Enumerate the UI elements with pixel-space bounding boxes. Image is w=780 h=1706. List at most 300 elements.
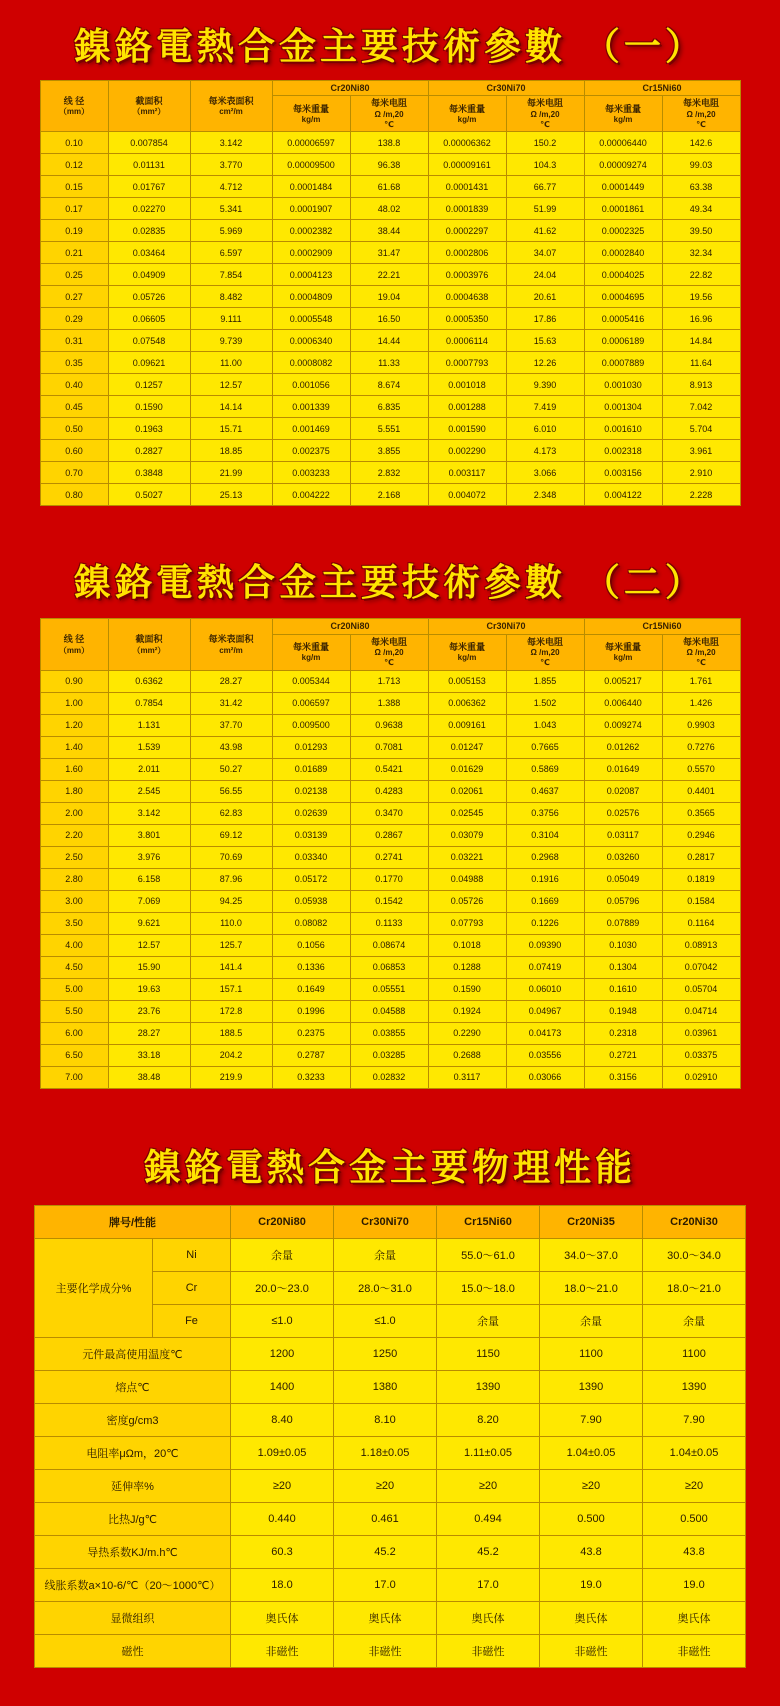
table-cell: 0.7665	[506, 736, 584, 758]
table-cell: 0.001590	[428, 418, 506, 440]
table-row	[40, 242, 740, 264]
table-row	[40, 890, 740, 912]
physical-cell: 7.90	[540, 1403, 643, 1436]
table-cell: 0.0001907	[272, 198, 350, 220]
physical-row-label: 延伸率%	[35, 1469, 231, 1502]
table-cell: 0.1056	[272, 934, 350, 956]
physical-cell: 15.0～18.0	[437, 1271, 540, 1304]
table-cell: 0.15	[40, 176, 108, 198]
table-cell: 0.06605	[108, 308, 190, 330]
table-cell: 2.00	[40, 802, 108, 824]
physical-header-cell: Cr15Ni60	[437, 1205, 540, 1238]
physical-header-cell: Cr20Ni35	[540, 1205, 643, 1238]
physical-element-label: Cr	[153, 1271, 231, 1304]
table-row	[40, 824, 740, 846]
table-cell: 0.2946	[662, 824, 740, 846]
header-resist-line1-c2: 每米电阻	[682, 636, 719, 647]
header-group-cr20ni80: Cr20Ni80	[272, 81, 428, 96]
table-cell: 0.001018	[428, 374, 506, 396]
page-title-2: 鎳鉻電熱合金主要技術參數 （二）	[74, 560, 706, 605]
physical-cell: 余量	[231, 1238, 334, 1271]
table-cell: 0.2787	[272, 1044, 350, 1066]
physical-cell: 45.2	[437, 1535, 540, 1568]
physical-cell: 8.20	[437, 1403, 540, 1436]
table-cell: 0.5421	[350, 758, 428, 780]
table-cell: 204.2	[190, 1044, 272, 1066]
header-weight-1	[272, 96, 350, 132]
table-cell: 0.2688	[428, 1044, 506, 1066]
table-cell: 0.50	[40, 418, 108, 440]
table-cell: 0.07793	[428, 912, 506, 934]
physical-cell: 17.0	[334, 1568, 437, 1601]
physical-cell: 1390	[643, 1370, 746, 1403]
table-cell: 1.80	[40, 780, 108, 802]
table-cell: 0.002375	[272, 440, 350, 462]
table-row	[40, 220, 740, 242]
physical-cell: 0.500	[540, 1502, 643, 1535]
table-cell: 0.02639	[272, 802, 350, 824]
header-surface	[190, 81, 272, 132]
table-cell: 1.388	[350, 692, 428, 714]
table-cell: 0.3156	[584, 1066, 662, 1088]
header-resist-line2-a2: Ω /m,20	[374, 648, 404, 658]
table-cell: 0.009274	[584, 714, 662, 736]
table-cell: 0.1336	[272, 956, 350, 978]
table-cell: 0.17	[40, 198, 108, 220]
physical-cell: ≤1.0	[334, 1304, 437, 1337]
physical-cell: ≥20	[437, 1469, 540, 1502]
header-resist-2	[506, 96, 584, 132]
table-cell: 94.25	[190, 890, 272, 912]
table-cell: 0.0004809	[272, 286, 350, 308]
table-row	[40, 440, 740, 462]
table-cell: 99.03	[662, 154, 740, 176]
table-cell: 6.158	[108, 868, 190, 890]
table-cell: 172.8	[190, 1000, 272, 1022]
table-cell: 19.56	[662, 286, 740, 308]
table-cell: 0.0005548	[272, 308, 350, 330]
table-cell: 1.761	[662, 670, 740, 692]
table-cell: 3.961	[662, 440, 740, 462]
header-area-line1: 截面积	[135, 95, 163, 106]
physical-cell: 1150	[437, 1337, 540, 1370]
table-cell: 4.712	[190, 176, 272, 198]
table-cell: 0.01247	[428, 736, 506, 758]
table-cell: 0.0004638	[428, 286, 506, 308]
table-cell: 0.1916	[506, 868, 584, 890]
physical-header-row	[35, 1205, 746, 1238]
table-cell: 0.03855	[350, 1022, 428, 1044]
physical-cell: 1250	[334, 1337, 437, 1370]
header-weight-line1-c2: 每米重量	[604, 641, 641, 652]
table-cell: 6.835	[350, 396, 428, 418]
physical-cell: 45.2	[334, 1535, 437, 1568]
header-resist-line2-b: Ω /m,20	[530, 109, 560, 119]
header-group-cr30ni70: Cr30Ni70	[428, 81, 584, 96]
table-cell: 15.90	[108, 956, 190, 978]
table-cell: 87.96	[190, 868, 272, 890]
table-cell: 25.13	[190, 484, 272, 506]
table-cell: 0.003117	[428, 462, 506, 484]
table-row	[40, 846, 740, 868]
table-cell: 0.1164	[662, 912, 740, 934]
table-cell: 0.2290	[428, 1022, 506, 1044]
table-cell: 0.1590	[108, 396, 190, 418]
header-resist-line2-b2: Ω /m,20	[530, 648, 560, 658]
table-cell: 0.03464	[108, 242, 190, 264]
header-weight-line1-a: 每米重量	[292, 103, 329, 114]
table-row	[40, 132, 740, 154]
table-cell: 0.08082	[272, 912, 350, 934]
physical-cell: 非磁性	[437, 1634, 540, 1667]
physical-cell: 1.04±0.05	[643, 1436, 746, 1469]
table-cell: 0.01131	[108, 154, 190, 176]
table-row	[40, 1000, 740, 1022]
header-weight-line2-b: kg/m	[457, 114, 477, 124]
physical-cell: 非磁性	[643, 1634, 746, 1667]
table-cell: 11.33	[350, 352, 428, 374]
table-cell: 0.2318	[584, 1022, 662, 1044]
physical-properties-table	[34, 1205, 746, 1668]
table-cell: 3.00	[40, 890, 108, 912]
physical-cell: 余量	[334, 1238, 437, 1271]
table-cell: 8.482	[190, 286, 272, 308]
table-cell: 0.04714	[662, 1000, 740, 1022]
table-cell: 0.2741	[350, 846, 428, 868]
table-cell: 0.0001861	[584, 198, 662, 220]
table-row	[40, 352, 740, 374]
table-cell: 0.1288	[428, 956, 506, 978]
header-weight-2	[428, 96, 506, 132]
table-cell: 14.14	[190, 396, 272, 418]
header-resist-line1-a: 每米电阻	[370, 98, 407, 109]
table-cell: 3.976	[108, 846, 190, 868]
physical-cell: ≥20	[231, 1469, 334, 1502]
table-cell: 6.50	[40, 1044, 108, 1066]
table-cell: 0.03066	[506, 1066, 584, 1088]
table-cell: 0.0002382	[272, 220, 350, 242]
table-row	[40, 1066, 740, 1088]
table-cell: 0.0008082	[272, 352, 350, 374]
physical-cell: 0.440	[231, 1502, 334, 1535]
table-row	[40, 418, 740, 440]
table-row	[40, 912, 740, 934]
table-cell: 3.142	[108, 802, 190, 824]
physical-cell: 20.0～23.0	[231, 1271, 334, 1304]
header-area-line2-2: （mm²）	[132, 645, 166, 655]
header-resist-line3-b2: ℃	[540, 658, 550, 668]
table-cell: 0.3565	[662, 802, 740, 824]
table-cell: 4.00	[40, 934, 108, 956]
physical-cell: 60.3	[231, 1535, 334, 1568]
physical-cell: 1.04±0.05	[540, 1436, 643, 1469]
table-cell: 0.0005416	[584, 308, 662, 330]
table-cell: 1.502	[506, 692, 584, 714]
table-cell: 28.27	[190, 670, 272, 692]
table-cell: 0.001056	[272, 374, 350, 396]
header-resist-line2-c: Ω /m,20	[686, 109, 716, 119]
table-row	[40, 308, 740, 330]
physical-cell: 奥氏体	[540, 1601, 643, 1634]
table-cell: 6.597	[190, 242, 272, 264]
table-cell: 0.0001484	[272, 176, 350, 198]
table-cell: 0.01649	[584, 758, 662, 780]
physical-row	[35, 1337, 746, 1370]
table-cell: 5.341	[190, 198, 272, 220]
physical-row-label: 元件最高使用温度℃	[35, 1337, 231, 1370]
table-cell: 1.20	[40, 714, 108, 736]
physical-cell: 1200	[231, 1337, 334, 1370]
table-cell: 7.069	[108, 890, 190, 912]
table-cell: 0.0006114	[428, 330, 506, 352]
table-cell: 0.001469	[272, 418, 350, 440]
header-resist-line3-a: ℃	[384, 120, 394, 130]
table-cell: 14.44	[350, 330, 428, 352]
table-row	[40, 462, 740, 484]
table-cell: 5.704	[662, 418, 740, 440]
header-surface-line1-2: 每米表面积	[208, 634, 254, 645]
table-cell: 2.168	[350, 484, 428, 506]
table-cell: 0.04173	[506, 1022, 584, 1044]
table-cell: 70.69	[190, 846, 272, 868]
table-cell: 22.82	[662, 264, 740, 286]
table-cell: 0.0007793	[428, 352, 506, 374]
table-cell: 0.001610	[584, 418, 662, 440]
physical-cell: 28.0～31.0	[334, 1271, 437, 1304]
table-header-2	[40, 619, 740, 670]
table-cell: 0.01262	[584, 736, 662, 758]
table-cell: 0.003233	[272, 462, 350, 484]
table-cell: 0.009500	[272, 714, 350, 736]
table-cell: 0.3233	[272, 1066, 350, 1088]
table-cell: 0.006440	[584, 692, 662, 714]
header-weight-line2-a: kg/m	[301, 114, 321, 124]
table-cell: 6.00	[40, 1022, 108, 1044]
physical-row	[35, 1568, 746, 1601]
table-cell: 0.01689	[272, 758, 350, 780]
physical-row-label: 线胀系数a×10-6/℃（20～1000℃）	[35, 1568, 231, 1601]
table-cell: 1.539	[108, 736, 190, 758]
physical-cell: 1100	[540, 1337, 643, 1370]
header-area-line1-2: 截面积	[135, 634, 163, 645]
table-cell: 0.1584	[662, 890, 740, 912]
header-resist-3	[662, 96, 740, 132]
physical-cell: 非磁性	[231, 1634, 334, 1667]
table-cell: 96.38	[350, 154, 428, 176]
table-cell: 1.426	[662, 692, 740, 714]
table-cell: 0.004072	[428, 484, 506, 506]
table-cell: 157.1	[190, 978, 272, 1000]
table-row	[40, 374, 740, 396]
table-cell: 19.63	[108, 978, 190, 1000]
table-row	[40, 176, 740, 198]
header-area-line2: （mm²）	[132, 107, 166, 117]
table-cell: 39.50	[662, 220, 740, 242]
table-cell: 0.02832	[350, 1066, 428, 1088]
table-cell: 9.621	[108, 912, 190, 934]
physical-cell: 余量	[437, 1304, 540, 1337]
table-cell: 0.03260	[584, 846, 662, 868]
table-cell: 32.34	[662, 242, 740, 264]
physical-cell: ≥20	[643, 1469, 746, 1502]
header-resist-line1-b: 每米电阻	[526, 98, 563, 109]
table-cell: 0.05049	[584, 868, 662, 890]
table-cell: 0.009161	[428, 714, 506, 736]
table-cell: 0.04588	[350, 1000, 428, 1022]
table-cell: 22.21	[350, 264, 428, 286]
table-cell: 0.005153	[428, 670, 506, 692]
table-cell: 12.57	[108, 934, 190, 956]
physical-cell: 非磁性	[540, 1634, 643, 1667]
table-cell: 38.44	[350, 220, 428, 242]
table-row	[40, 198, 740, 220]
table-cell: 0.005344	[272, 670, 350, 692]
header-resist-1-2	[350, 634, 428, 670]
table-cell: 41.62	[506, 220, 584, 242]
table-cell: 0.05726	[428, 890, 506, 912]
table-cell: 0.0004695	[584, 286, 662, 308]
header-surface-line1: 每米表面积	[208, 95, 254, 106]
table-cell: 16.96	[662, 308, 740, 330]
physical-cell: 奥氏体	[334, 1601, 437, 1634]
table-cell: 8.674	[350, 374, 428, 396]
physical-cell: 55.0～61.0	[437, 1238, 540, 1271]
header-resist-line3-a2: ℃	[384, 658, 394, 668]
physical-row	[35, 1535, 746, 1568]
table-cell: 19.04	[350, 286, 428, 308]
table-row	[40, 934, 740, 956]
table-cell: 0.27	[40, 286, 108, 308]
table-cell: 66.77	[506, 176, 584, 198]
table-cell: 0.40	[40, 374, 108, 396]
table-cell: 0.0006340	[272, 330, 350, 352]
table-cell: 0.0002325	[584, 220, 662, 242]
table-cell: 0.9638	[350, 714, 428, 736]
physical-cell: 19.0	[643, 1568, 746, 1601]
physical-cell: 1.18±0.05	[334, 1436, 437, 1469]
table-cell: 0.02087	[584, 780, 662, 802]
table-cell: 0.03556	[506, 1044, 584, 1066]
header-resist-line3-c2: ℃	[696, 658, 706, 668]
table-cell: 0.001030	[584, 374, 662, 396]
physical-cell: 余量	[540, 1304, 643, 1337]
header-surface-line2-2: cm²/m	[219, 645, 243, 655]
table-cell: 0.60	[40, 440, 108, 462]
table-cell: 0.07889	[584, 912, 662, 934]
table-cell: 38.48	[108, 1066, 190, 1088]
table-cell: 0.4401	[662, 780, 740, 802]
table-cell: 0.07419	[506, 956, 584, 978]
table-cell: 43.98	[190, 736, 272, 758]
table-cell: 0.05726	[108, 286, 190, 308]
table-cell: 0.08913	[662, 934, 740, 956]
table-cell: 0.02910	[662, 1066, 740, 1088]
header-resist-line1-c: 每米电阻	[682, 98, 719, 109]
table-cell: 0.0006189	[584, 330, 662, 352]
table-row	[40, 956, 740, 978]
table-cell: 0.35	[40, 352, 108, 374]
table-cell: 0.21	[40, 242, 108, 264]
table-cell: 125.7	[190, 934, 272, 956]
table-cell: 0.04909	[108, 264, 190, 286]
table-cell: 0.02061	[428, 780, 506, 802]
table-cell: 18.85	[190, 440, 272, 462]
physical-cell: 1.09±0.05	[231, 1436, 334, 1469]
page-title-1: 鎳鉻電熱合金主要技術參數 （一）	[74, 24, 706, 68]
table-cell: 0.45	[40, 396, 108, 418]
table-row	[40, 692, 740, 714]
page-title-3: 鎳鉻電熱合金主要物理性能	[144, 1144, 636, 1189]
table-cell: 0.003156	[584, 462, 662, 484]
table-cell: 5.969	[190, 220, 272, 242]
physical-cell: 17.0	[437, 1568, 540, 1601]
table-row	[40, 868, 740, 890]
physical-cell: 43.8	[643, 1535, 746, 1568]
table-cell: 0.0004025	[584, 264, 662, 286]
table-cell: 0.3117	[428, 1066, 506, 1088]
table-cell: 0.3848	[108, 462, 190, 484]
physical-cell: 1390	[540, 1370, 643, 1403]
table-cell: 1.131	[108, 714, 190, 736]
table-cell: 2.011	[108, 758, 190, 780]
header-weight-3	[584, 96, 662, 132]
physical-cell: 1390	[437, 1370, 540, 1403]
table-cell: 0.006362	[428, 692, 506, 714]
table-row	[40, 484, 740, 506]
table-cell: 31.47	[350, 242, 428, 264]
header-weight-line2-a2: kg/m	[301, 653, 321, 663]
table-cell: 0.00009500	[272, 154, 350, 176]
physical-row	[35, 1436, 746, 1469]
table-cell: 0.2721	[584, 1044, 662, 1066]
table-cell: 0.05551	[350, 978, 428, 1000]
table-cell: 3.770	[190, 154, 272, 176]
table-cell: 0.2817	[662, 846, 740, 868]
header-weight-2-2	[428, 634, 506, 670]
table-cell: 0.0002806	[428, 242, 506, 264]
table-cell: 0.04988	[428, 868, 506, 890]
header-resist-line2-c2: Ω /m,20	[686, 648, 716, 658]
physical-element-label: Ni	[153, 1238, 231, 1271]
table-cell: 0.1996	[272, 1000, 350, 1022]
table-cell: 2.50	[40, 846, 108, 868]
physical-row	[35, 1502, 746, 1535]
table-row	[40, 978, 740, 1000]
header-group-cr30ni70-2: Cr30Ni70	[428, 619, 584, 634]
table-cell: 0.001304	[584, 396, 662, 418]
table-cell: 28.27	[108, 1022, 190, 1044]
table-cell: 12.26	[506, 352, 584, 374]
table-cell: 3.855	[350, 440, 428, 462]
table-cell: 0.05172	[272, 868, 350, 890]
table-cell: 14.84	[662, 330, 740, 352]
table-cell: 0.005217	[584, 670, 662, 692]
table-cell: 11.00	[190, 352, 272, 374]
table-row	[40, 264, 740, 286]
physical-cell: ≤1.0	[231, 1304, 334, 1337]
table-cell: 0.09390	[506, 934, 584, 956]
table-cell: 0.3104	[506, 824, 584, 846]
table-cell: 69.12	[190, 824, 272, 846]
physical-header-cell: Cr20Ni80	[231, 1205, 334, 1238]
header-resist-line1-b2: 每米电阻	[526, 636, 563, 647]
table-cell: 0.01629	[428, 758, 506, 780]
table-cell: 7.042	[662, 396, 740, 418]
physical-row-label: 密度g/cm3	[35, 1403, 231, 1436]
physical-cell: 奥氏体	[643, 1601, 746, 1634]
table-cell: 0.0003976	[428, 264, 506, 286]
table-body-1	[40, 132, 740, 506]
